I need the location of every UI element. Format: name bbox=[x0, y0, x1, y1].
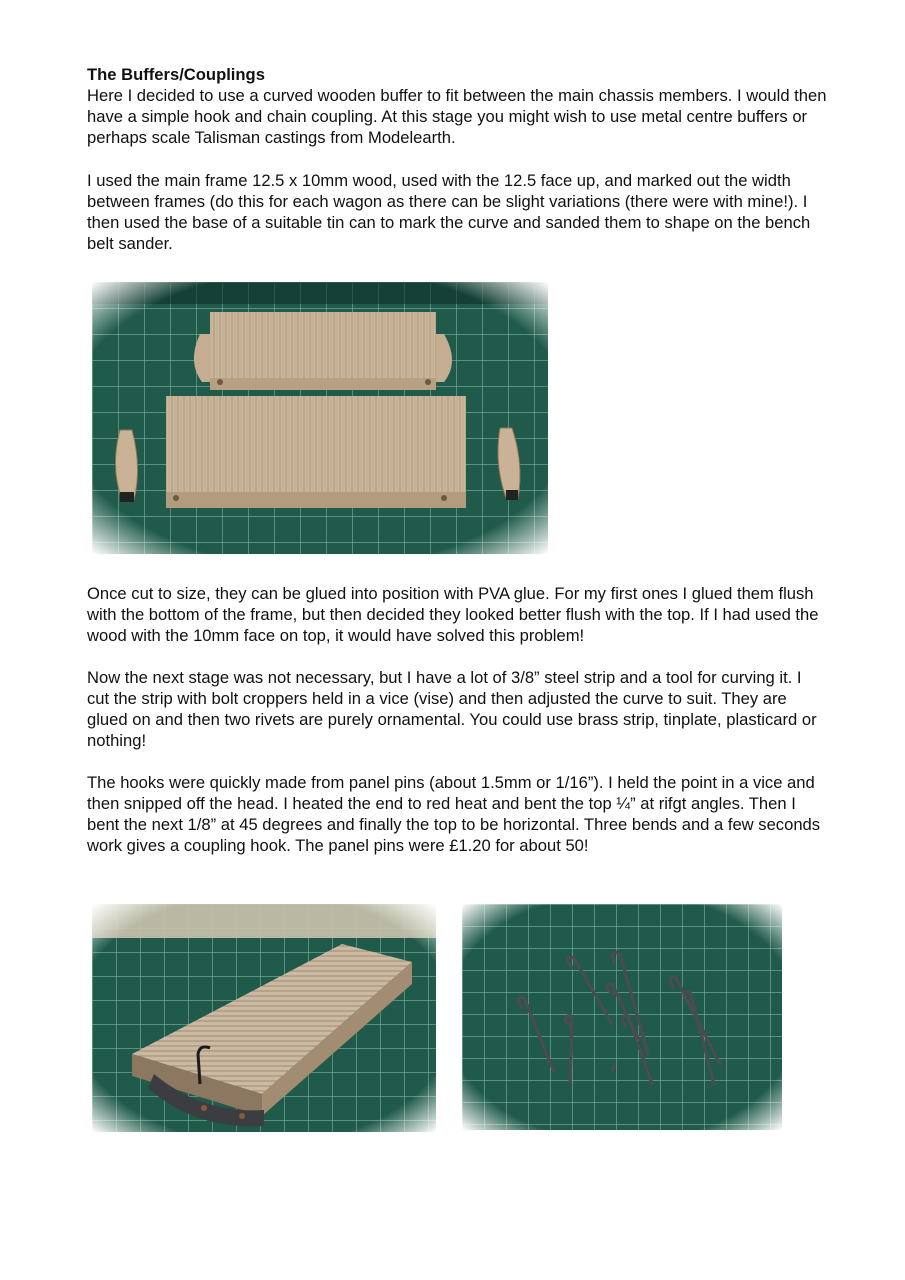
paragraph-2: I used the main frame 12.5 x 10mm wood, used with the 12.5 face up, and marked out the width between frames (do this for each wagon as there can be slight variations (there were with mine!). I then used the base of a suitable tin can to mark the curve and sanded them to shape on the bench belt sander. bbox=[87, 171, 811, 253]
photo-coupling-hooks bbox=[462, 904, 782, 1130]
photo-frame-with-steel-buffer bbox=[92, 904, 436, 1132]
paragraph-1: Here I decided to use a curved wooden buffer to fit between the main chassis members. I would then have a simple hook and chain coupling. At this stage you might wish to use metal centre buffers or perhaps scale Talisman castings from Modelearth. bbox=[87, 86, 827, 147]
section-heading: The Buffers/Couplings bbox=[87, 65, 265, 84]
paragraph-3: Once cut to size, they can be glued into position with PVA glue. For my first ones I glued them flush with the bottom of the frame, but then decided they looked better flush with the top. If I had used the wood with the 10mm face on top, it would have solved this problem! bbox=[87, 584, 819, 645]
intro-section bbox=[87, 64, 827, 148]
photo-frames-with-buffers bbox=[92, 282, 548, 554]
paragraph-4: Now the next stage was not necessary, but I have a lot of 3/8” steel strip and a tool for curving it. I cut the strip with bolt croppers held in a vice (vise) and then adjusted the curve to suit. They are glued on and then two rivets are purely ornamental. You could use brass strip, tinplate, plasticard or nothing! bbox=[87, 668, 817, 750]
paragraph-5: The hooks were quickly made from panel pins (about 1.5mm or 1/16”). I held the point in a vice and then snipped off the head. I heated the end to red heat and bent the top ¼” at rifgt angles. Then I bent the next 1/8” at 45 degrees and finally the top to be horizontal. Three bends and a few seconds work gives a coupling hook. The panel pins were £1.20 for about 50! bbox=[87, 773, 821, 855]
